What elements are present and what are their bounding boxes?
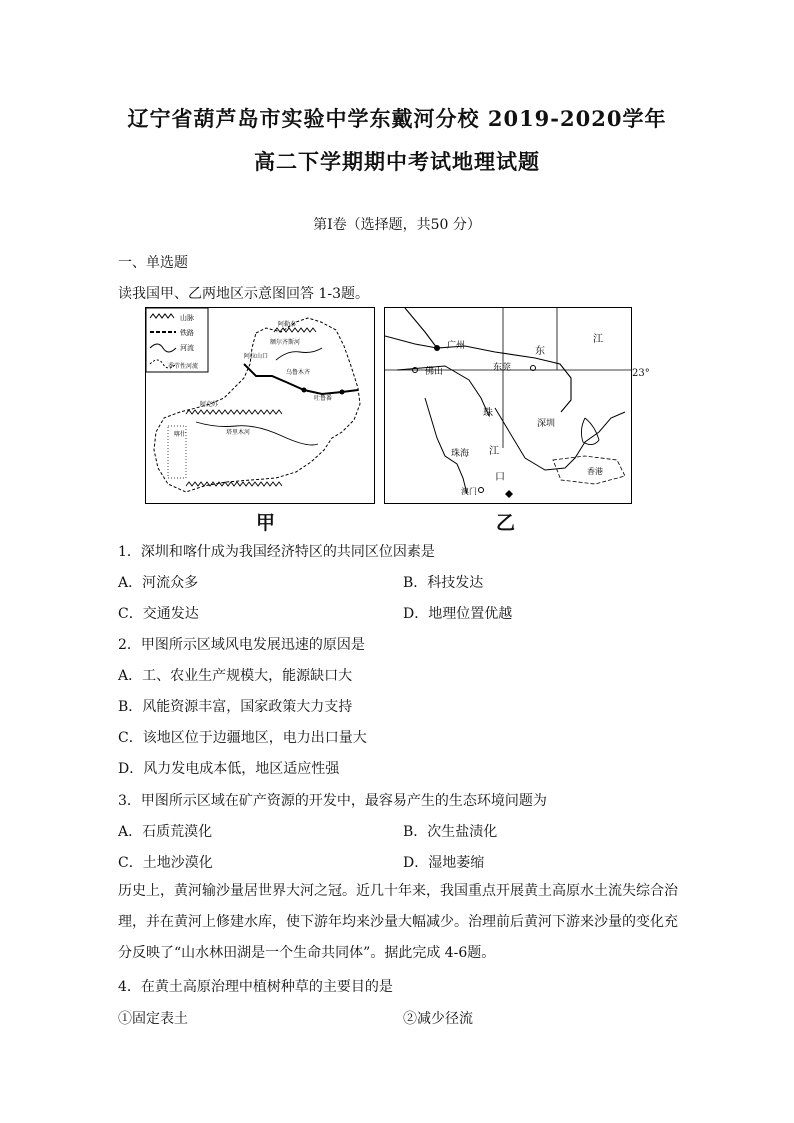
urumqi-dot [302,388,307,393]
question-3-option-b: B．次生盐渍化 [403,824,498,840]
map-yi-drawing [385,308,631,503]
map-jia-drawing [146,308,374,503]
question-2-stem: 2．甲图所示区域风电发展迅速的原因是 [118,637,365,653]
question-1-option-d: D．地理位置优越 [403,606,513,622]
tianshan-mountains [186,410,282,414]
place-dong: 东 [535,346,545,357]
question-3-stem: 3．甲图所示区域在矿产资源的开发中，最容易产生的生态环境问题为 [118,793,547,809]
place-altay: 阿勒泰 [278,321,297,328]
part-heading: 一、单选题 [118,255,188,271]
macau-dot [479,488,484,493]
question-3-option-a: A．石质荒漠化 [118,824,213,840]
legend-mountain-label: 山脉 [180,314,194,322]
tarim-river [196,422,318,445]
question-1-option-c: C．交通发达 [118,606,199,622]
dongjiang-river [405,308,571,412]
question-3-option-c: C．土地沙漠化 [118,855,213,871]
place-tarim-river: 塔里木河 [226,429,251,436]
estuary-marker [505,490,513,498]
place-jiang: 江 [593,334,603,345]
map-intro: 读我国甲、乙两地区示意图回答 1-3题。 [118,286,369,302]
place-kou: 口 [495,472,505,483]
latitude-label: 23° [632,368,650,379]
place-zhuhai: 珠海 [451,449,470,459]
guangzhou-dot [434,345,440,351]
place-shenzhen: 深圳 [537,419,556,429]
place-jiang-2: 江 [489,446,499,457]
east-coast [495,408,625,470]
place-urumqi: 乌鲁木齐 [286,369,311,376]
legend-seasonal-river-label: 季节性河流 [168,363,199,370]
reading-passage: 历史上，黄河输沙量居世界大河之冠。近几十年来，我国重点开展黄土高原水土流失综合治理，并在黄河上修建水库，使下游年均来沙量大幅减少。治理前后黄河下游来沙量的变化充分反映了“山水林田湖是一个生命共同体”。据此完成 4-6题。 [118,883,678,961]
exam-title-line1: 辽宁省葫芦岛市实验中学东戴河分校 2019-2020学年 [127,106,667,131]
legend-railway-label: 铁路 [180,329,194,337]
place-alashankou: 阿拉山口 [244,353,269,360]
altai-mountains [274,328,316,332]
question-1-stem: 1．深圳和喀什成为我国经济特区的共同区位因素是 [118,544,435,560]
question-4-option-1: ①固定表土 [118,1011,188,1027]
place-kashgar: 喀什 [174,431,187,438]
place-turpan: 吐鲁番 [314,395,333,402]
place-guangzhou: 广州 [447,341,466,351]
question-2-option-d: D．风力发电成本低，地区适应性强 [118,761,340,777]
question-3-option-d: D．湿地萎缩 [403,855,485,871]
place-dongguan: 东莞 [493,363,512,373]
question-4-stem: 4．在黄土高原治理中植树种草的主要目的是 [118,979,393,995]
map-jia-caption: 甲 [256,512,276,534]
turpan-dot [340,390,345,395]
place-aksu: 阿克苏 [200,401,219,408]
legend-river-label: 河流 [180,344,194,352]
hongkong-island [581,418,599,445]
question-2-option-b: B．风能资源丰富，国家政策大力支持 [118,699,353,715]
place-foshan: 佛山 [425,367,444,377]
exam-title-line2: 高二下学期期中考试地理试题 [254,149,540,174]
place-irtysh: 额尔齐斯河 [270,339,301,346]
place-macau: 澳门 [461,487,477,496]
question-2-option-c: C．该地区位于边疆地区，电力出口量大 [118,730,367,746]
kunlun-mountains [186,482,282,486]
question-2-option-a: A．工、农业生产规模大，能源缺口大 [118,668,353,684]
place-zhu: 珠 [483,408,493,419]
map-yi-caption: 乙 [496,512,516,534]
question-1-option-b: B．科技发达 [403,575,484,591]
map-yi [384,307,632,504]
section-heading: 第Ⅰ卷（选择题，共50 分） [313,217,481,233]
question-4-option-2: ②减少径流 [403,1011,473,1027]
question-1-option-a: A．河流众多 [118,575,199,591]
place-hongkong: 香港 [587,467,603,476]
map-jia [145,307,375,504]
irtysh-river [276,348,322,360]
west-coast [425,398,470,494]
